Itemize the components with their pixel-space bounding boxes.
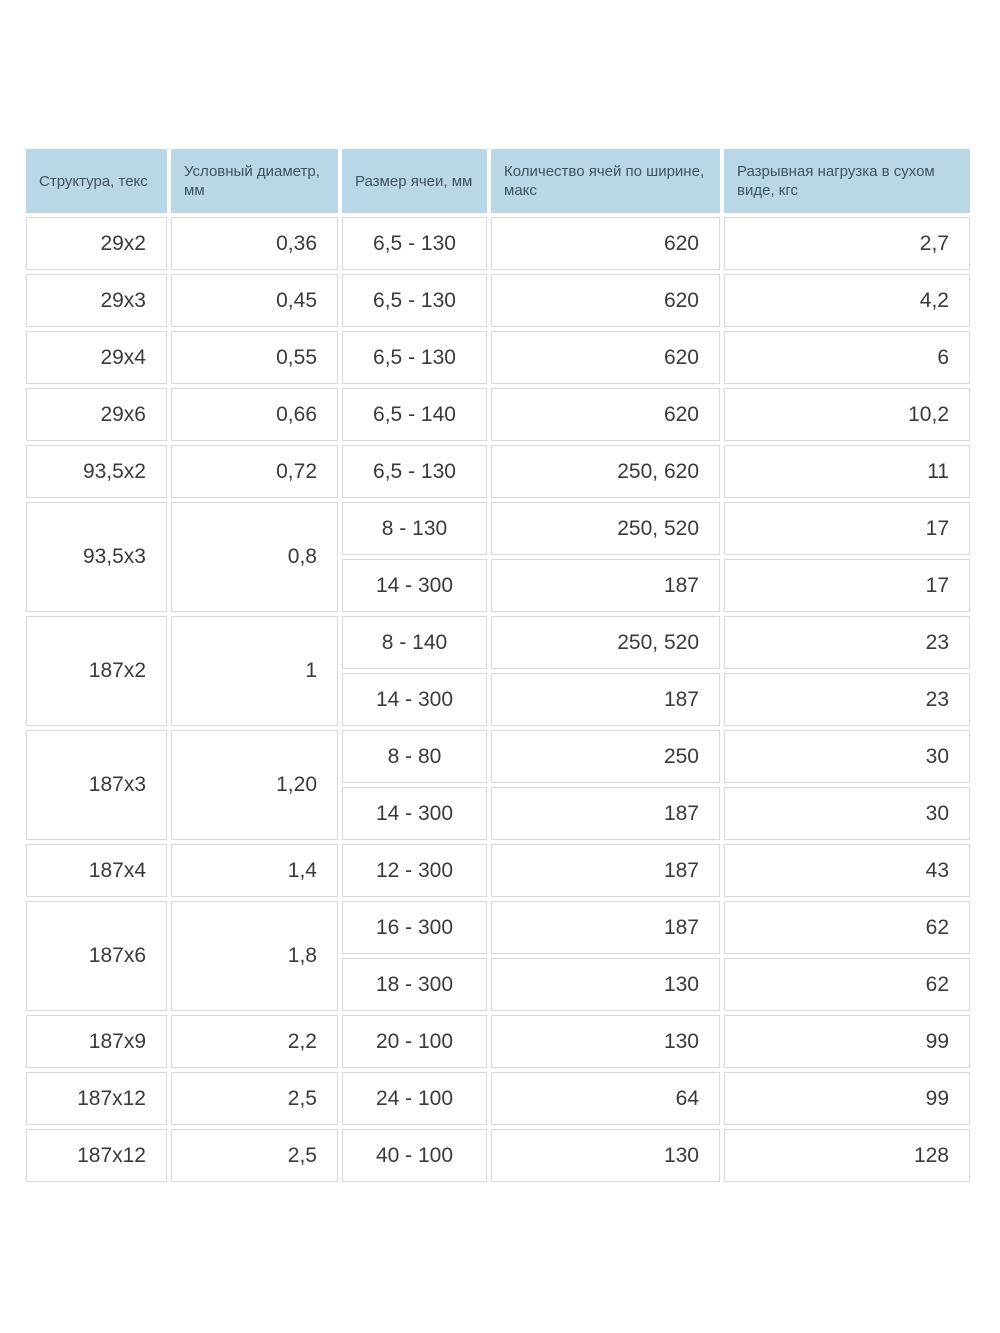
- cell-mesh-size: 6,5 - 130: [342, 331, 487, 384]
- table-row: [26, 787, 970, 840]
- cell-diameter: 2,5: [171, 1129, 338, 1182]
- table-row: [26, 559, 970, 612]
- cell-breaking-load: 128: [724, 1129, 970, 1182]
- cell-mesh-count: 187: [491, 559, 720, 612]
- cell-mesh-size: 20 - 100: [342, 1015, 487, 1068]
- cell-breaking-load: 99: [724, 1015, 970, 1068]
- cell-structure: 187x4: [26, 844, 167, 897]
- cell-diameter: 1,20: [171, 730, 338, 840]
- cell-diameter: 0,55: [171, 331, 338, 384]
- cell-diameter: 0,66: [171, 388, 338, 441]
- cell-mesh-count: 620: [491, 217, 720, 270]
- header-row: [26, 149, 970, 213]
- cell-mesh-count: 187: [491, 673, 720, 726]
- cell-breaking-load: 30: [724, 787, 970, 840]
- cell-mesh-size: 14 - 300: [342, 787, 487, 840]
- cell-mesh-count: 620: [491, 388, 720, 441]
- header-mesh-size: Размер ячеи, мм: [342, 149, 487, 213]
- cell-structure: 187x12: [26, 1072, 167, 1125]
- table-row: [26, 274, 970, 327]
- table-row: [26, 445, 970, 498]
- cell-mesh-size: 18 - 300: [342, 958, 487, 1011]
- table-row: [26, 502, 970, 555]
- cell-structure: 29x2: [26, 217, 167, 270]
- cell-breaking-load: 62: [724, 958, 970, 1011]
- cell-structure: 187x3: [26, 730, 167, 840]
- cell-mesh-count: 187: [491, 844, 720, 897]
- cell-mesh-count: 250, 520: [491, 502, 720, 555]
- cell-mesh-count: 130: [491, 1015, 720, 1068]
- cell-breaking-load: 2,7: [724, 217, 970, 270]
- cell-diameter: 1,8: [171, 901, 338, 1011]
- table-row: [26, 730, 970, 783]
- cell-mesh-count: 620: [491, 274, 720, 327]
- cell-mesh-count: 250, 520: [491, 616, 720, 669]
- cell-structure: 187x6: [26, 901, 167, 1011]
- cell-breaking-load: 11: [724, 445, 970, 498]
- cell-mesh-size: 6,5 - 140: [342, 388, 487, 441]
- cell-diameter: 0,36: [171, 217, 338, 270]
- header-structure: Структура, текс: [26, 149, 167, 213]
- cell-diameter: 0,8: [171, 502, 338, 612]
- cell-mesh-size: 14 - 300: [342, 559, 487, 612]
- table-row: [26, 217, 970, 270]
- cell-breaking-load: 23: [724, 616, 970, 669]
- cell-structure: 93,5x3: [26, 502, 167, 612]
- cell-breaking-load: 10,2: [724, 388, 970, 441]
- cell-structure: 187x12: [26, 1129, 167, 1182]
- cell-mesh-size: 12 - 300: [342, 844, 487, 897]
- table-row: [26, 388, 970, 441]
- cell-mesh-count: 250: [491, 730, 720, 783]
- cell-mesh-count: 250, 620: [491, 445, 720, 498]
- cell-mesh-size: 24 - 100: [342, 1072, 487, 1125]
- cell-breaking-load: 43: [724, 844, 970, 897]
- cell-mesh-count: 187: [491, 787, 720, 840]
- header-diameter: Условный диаметр, мм: [171, 149, 338, 213]
- cell-diameter: 1,4: [171, 844, 338, 897]
- table-row: [26, 901, 970, 954]
- cell-diameter: 2,5: [171, 1072, 338, 1125]
- cell-mesh-size: 8 - 140: [342, 616, 487, 669]
- cell-mesh-size: 6,5 - 130: [342, 445, 487, 498]
- cell-mesh-size: 8 - 130: [342, 502, 487, 555]
- table-row: [26, 1129, 970, 1182]
- cell-mesh-count: 620: [491, 331, 720, 384]
- cell-mesh-size: 16 - 300: [342, 901, 487, 954]
- header-mesh-count: Количество ячей по ширине, макс: [491, 149, 720, 213]
- cell-structure: 29x4: [26, 331, 167, 384]
- cell-breaking-load: 30: [724, 730, 970, 783]
- cell-mesh-size: 14 - 300: [342, 673, 487, 726]
- table-row: [26, 331, 970, 384]
- header-breaking-load: Разрывная нагрузка в сухом виде, кгс: [724, 149, 970, 213]
- cell-mesh-count: 130: [491, 958, 720, 1011]
- cell-structure: 187x9: [26, 1015, 167, 1068]
- cell-mesh-size: 6,5 - 130: [342, 217, 487, 270]
- cell-diameter: 2,2: [171, 1015, 338, 1068]
- cell-structure: 93,5x2: [26, 445, 167, 498]
- cell-breaking-load: 62: [724, 901, 970, 954]
- cell-mesh-size: 6,5 - 130: [342, 274, 487, 327]
- cell-structure: 187x2: [26, 616, 167, 726]
- cell-breaking-load: 17: [724, 502, 970, 555]
- cell-mesh-count: 130: [491, 1129, 720, 1182]
- cell-structure: 29x3: [26, 274, 167, 327]
- table-row: [26, 1015, 970, 1068]
- table-row: [26, 844, 970, 897]
- cell-mesh-size: 8 - 80: [342, 730, 487, 783]
- table-row: [26, 616, 970, 669]
- table-row: [26, 673, 970, 726]
- cell-breaking-load: 23: [724, 673, 970, 726]
- cell-mesh-count: 64: [491, 1072, 720, 1125]
- cell-diameter: 0,45: [171, 274, 338, 327]
- cell-mesh-count: 187: [491, 901, 720, 954]
- cell-structure: 29x6: [26, 388, 167, 441]
- cell-breaking-load: 17: [724, 559, 970, 612]
- specifications-table: [22, 145, 974, 1186]
- table-body: [26, 217, 970, 1182]
- cell-breaking-load: 4,2: [724, 274, 970, 327]
- cell-breaking-load: 6: [724, 331, 970, 384]
- table-row: [26, 958, 970, 1011]
- table-row: [26, 1072, 970, 1125]
- cell-mesh-size: 40 - 100: [342, 1129, 487, 1182]
- cell-diameter: 1: [171, 616, 338, 726]
- cell-diameter: 0,72: [171, 445, 338, 498]
- cell-breaking-load: 99: [724, 1072, 970, 1125]
